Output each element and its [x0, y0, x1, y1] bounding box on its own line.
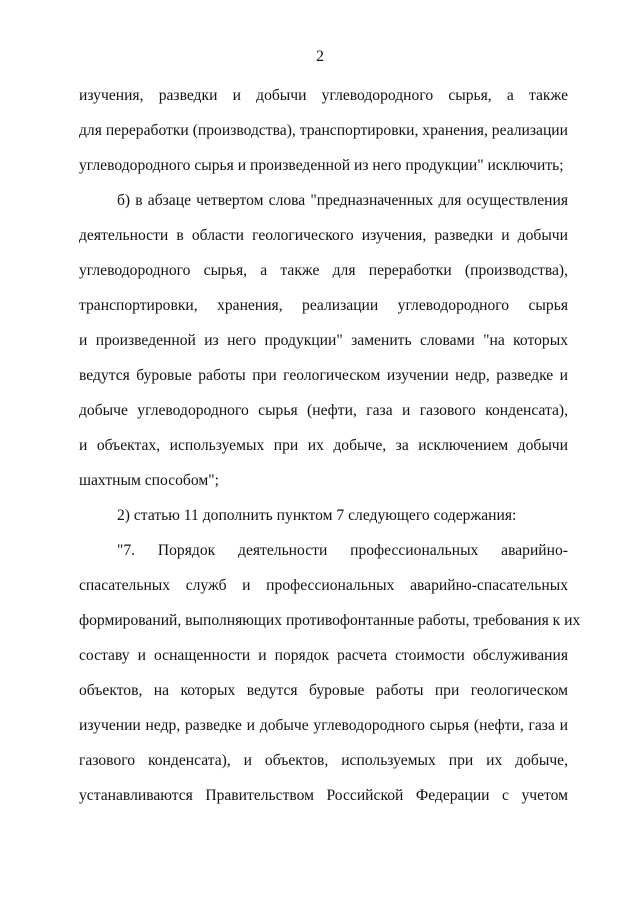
- paragraph-2-line: 2) статью 11 дополнить пунктом 7 следующего содержания:: [117, 507, 517, 524]
- text-line: ведутся буровые работы при геологическом изучении недр, разведке и: [79, 367, 568, 384]
- text-line: углеводородного сырья и произведенной из него продукции" исключить;: [79, 157, 564, 174]
- text-line: спасательных служб и профессиональных аварийно-спасательных: [79, 577, 568, 594]
- text-line: деятельности в области геологического изучения, разведки и добычи: [79, 227, 568, 244]
- text-line: для переработки (производства), транспортировки, хранения, реализации: [79, 122, 568, 139]
- text-line: и объектах, используемых при их добыче, за исключением добычи: [79, 437, 568, 454]
- text-line: изучении недр, разведке и добыче углеводородного сырья (нефти, газа и: [79, 717, 568, 734]
- text-line: углеводородного сырья, а также для переработки (производства),: [79, 262, 568, 279]
- text-line: добыче углеводородного сырья (нефти, газа и газового конденсата),: [79, 402, 568, 419]
- text-line: формирований, выполняющих противофонтанные работы, требования к их: [79, 612, 581, 629]
- text-line: устанавливаются Правительством Российской Федерации с учетом: [79, 787, 568, 804]
- text-line: газового конденсата), и объектов, используемых при их добыче,: [79, 752, 568, 769]
- text-line: составу и оснащенности и порядок расчета стоимости обслуживания: [79, 647, 568, 664]
- text-line: изучения, разведки и добычи углеводородного сырья, а также: [79, 87, 568, 104]
- paragraph-b-line: б) в абзаце четвертом слова "предназначенных для осуществления: [117, 192, 568, 209]
- text-line: транспортировки, хранения, реализации углеводородного сырья: [79, 297, 568, 314]
- page-number: 2: [316, 48, 324, 65]
- text-line: объектов, на которых ведутся буровые работы при геологическом: [79, 682, 568, 699]
- text-line: шахтным способом";: [79, 472, 219, 489]
- text-line: и произведенной из него продукции" заменить словами "на которых: [79, 332, 568, 349]
- paragraph-7-line: "7. Порядок деятельности профессиональных аварийно-: [117, 542, 568, 559]
